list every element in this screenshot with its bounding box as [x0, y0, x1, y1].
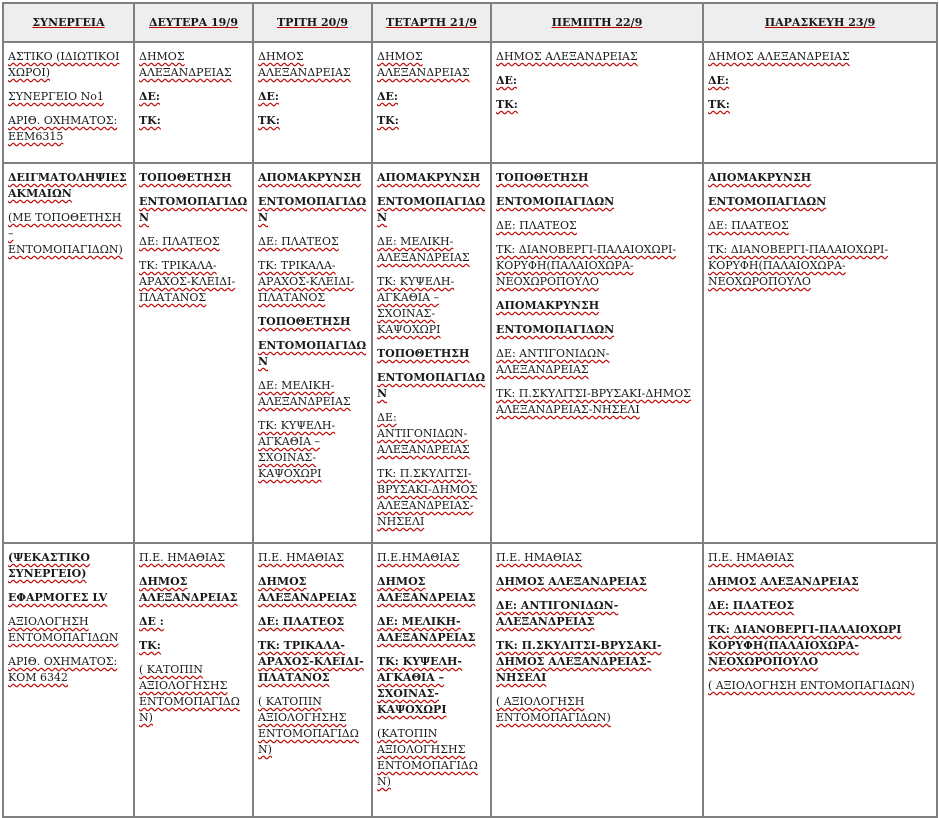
cell-line: ΔΕ:: [708, 74, 729, 87]
cell-line: ΔΗΜΟΣ ΑΛΕΞΑΝΔΡΕΙΑΣ: [377, 50, 470, 79]
cell-monday: [134, 163, 253, 543]
cell-line: ΤΚ: Π.ΣΚΥΛΙΤΣΙ-ΒΡΥΣΑΚΙ-ΔΗΜΟΣ ΑΛΕΞΑΝΔΡΕΙΑΣ-ΝΗΣΕΛΙ: [377, 467, 478, 528]
cell-line: ΔΕ: ΠΛΑΤΕΟΣ: [139, 235, 220, 248]
cell-line: ΕΝΤΟΜΟΠΑΓΙΔΩΝ: [496, 195, 615, 208]
cell-line: ΔΕ: ΠΛΑΤΕΟΣ: [708, 219, 789, 232]
table-row: [3, 163, 937, 543]
cell-thursday: [491, 42, 703, 163]
cell-monday: [134, 543, 253, 817]
cell-line: ΕΝΤΟΜΟΠΑΓΙΔΩΝ: [496, 323, 615, 336]
cell-line: ΤΚ: ΔΙΑΝΟΒΕΡΓΙ-ΠΑΛΑΙΟΧΩΡΙ- ΚΟΡΥΦΗ(ΠΑΛΑΙΟΧΩΡΑ-ΝΕΟΧΩΡΟΠΟΥΛΟ: [708, 243, 889, 288]
cell-friday: [703, 42, 937, 163]
cell-line: ΔΕ:: [496, 74, 517, 87]
cell-wednesday: [372, 42, 491, 163]
cell-line: ΕΝΤΟΜΟΠΑΓΙΔΩΝ: [258, 339, 367, 368]
cell-thursday: [491, 163, 703, 543]
cell-line: ΔΕΙΓΜΑΤΟΛΗΨΙΕΣ ΑΚΜΑΙΩΝ: [8, 171, 127, 200]
cell-line: ΤΚ:: [258, 114, 280, 127]
cell-line: ΤΚ: ΤΡΙΚΑΛΑ-ΑΡΑΧΟΣ-ΚΛΕΙΔΙ-ΠΛΑΤΑΝΟΣ: [258, 639, 364, 684]
cell-line: ΤΟΠΟΘΕΤΗΣΗ: [496, 171, 589, 184]
cell-line: ΔΕ: ΠΛΑΤΕΟΣ: [258, 615, 345, 628]
schedule-table: [2, 2, 938, 818]
cell-line: ΑΠΟΜΑΚΡΥΝΣΗ: [258, 171, 362, 184]
cell-line: ΔΕ:: [258, 90, 279, 103]
cell-line: ΤΚ:: [139, 639, 161, 652]
cell-line: (ΜΕ ΤΟΠΟΘΕΤΗΣΗ – ΕΝΤΟΜΟΠΑΓΙΔΩΝ): [8, 211, 123, 256]
cell-tuesday: [253, 163, 372, 543]
cell-line: ΔΗΜΟΣ ΑΛΕΞΑΝΔΡΕΙΑΣ: [377, 575, 476, 604]
cell-line: Π.Ε. ΗΜΑΘΙΑΣ: [708, 551, 794, 564]
cell-line: ΕΦΑΡΜΟΓΕΣ LV: [8, 591, 108, 604]
cell-line: Π.Ε. ΗΜΑΘΙΑΣ: [496, 551, 582, 564]
cell-line: ΤΚ: ΤΡΙΚΑΛΑ-ΑΡΑΧΟΣ-ΚΛΕΙΔΙ-ΠΛΑΤΑΝΟΣ: [258, 259, 355, 304]
cell-line: Π.Ε. ΗΜΑΘΙΑΣ: [258, 551, 344, 564]
cell-line: ΔΗΜΟΣ ΑΛΕΞΑΝΔΡΕΙΑΣ: [496, 575, 647, 588]
cell-line: ΤΚ: ΤΡΙΚΑΛΑ-ΑΡΑΧΟΣ-ΚΛΕΙΔΙ-ΠΛΑΤΑΝΟΣ: [139, 259, 236, 304]
header-friday: ΠΑΡΑΣΚΕΥΗ 23/9: [703, 3, 937, 42]
cell-line: ΤΚ: ΔΙΑΝΟΒΕΡΓΙ-ΠΑΛΑΙΟΧΩΡΙ- ΚΟΡΥΦΗ(ΠΑΛΑΙΟΧΩΡΑ-ΝΕΟΧΩΡΟΠΟΥΛΟ: [496, 243, 677, 288]
cell-line: ΔΕ: ΜΕΛΙΚΗ-ΑΛΕΞΑΝΔΡΕΙΑΣ: [258, 379, 351, 408]
cell-line: ( ΑΞΙΟΛΟΓΗΣΗ ΕΝΤΟΜΟΠΑΓΙΔΩΝ): [496, 695, 611, 724]
cell-line: ΤΚ: Π.ΣΚΥΛΙΤΣΙ-ΒΡΥΣΑΚΙ-ΔΗΜΟΣ ΑΛΕΞΑΝΔΡΕΙΑΣ-ΝΗΣΕΛΙ: [496, 387, 691, 416]
cell-line: ΔΕ :: [139, 615, 164, 628]
cell-line: ΕΝΤΟΜΟΠΑΓΙΔΩΝ: [258, 195, 367, 224]
cell-line: ΔΗΜΟΣ ΑΛΕΞΑΝΔΡΕΙΑΣ: [258, 50, 351, 79]
cell-line: ΕΝΤΟΜΟΠΑΓΙΔΩΝ: [139, 195, 248, 224]
cell-line: ΕΝΤΟΜΟΠΑΓΙΔΩΝ: [708, 195, 827, 208]
cell-line: ΤΟΠΟΘΕΤΗΣΗ: [139, 171, 232, 184]
cell-tuesday: [253, 42, 372, 163]
header-thursday: ΠΕΜΠΤΗ 22/9: [491, 3, 703, 42]
table-row: [3, 543, 937, 817]
cell-line: ( ΚΑΤΟΠΙΝ ΑΞΙΟΛΟΓΗΣΗΣ ΕΝΤΟΜΟΠΑΓΙΔΩΝ): [258, 695, 359, 756]
cell-line: ΔΗΜΟΣ ΑΛΕΞΑΝΔΡΕΙΑΣ: [496, 50, 638, 63]
cell-line: ΔΕ: ΑΝΤΙΓΟΝΙΔΩΝ-ΑΛΕΞΑΝΔΡΕΙΑΣ: [377, 411, 470, 456]
cell-line: ΔΕ:: [377, 90, 398, 103]
cell-line: ΔΕ: ΠΛΑΤΕΟΣ: [708, 599, 795, 612]
cell-line: ΑΠΟΜΑΚΡΥΝΣΗ: [708, 171, 812, 184]
cell-line: ΤΚ: ΔΙΑΝΟΒΕΡΓΙ-ΠΑΛΑΙΟΧΩΡΙ ΚΟΡΥΦΗ(ΠΑΛΑΙΟΧΩΡΑ-ΝΕΟΧΩΡΟΠΟΥΛΟ: [708, 623, 902, 668]
cell-tuesday: [253, 543, 372, 817]
cell-line: (ΨΕΚΑΣΤΙΚΟ ΣΥΝΕΡΓΕΙΟ): [8, 551, 90, 580]
cell-teams: [3, 543, 134, 817]
cell-line: ΑΣΤΙΚΟ (ΙΔΙΩΤΙΚΟΙ ΧΩΡΟΙ): [8, 50, 120, 79]
cell-friday: [703, 543, 937, 817]
cell-line: ΤΚ:: [377, 114, 399, 127]
cell-line: ΑΠΟΜΑΚΡΥΝΣΗ: [377, 171, 481, 184]
cell-thursday: [491, 543, 703, 817]
cell-line: ΔΗΜΟΣ ΑΛΕΞΑΝΔΡΕΙΑΣ: [708, 50, 850, 63]
cell-line: ΣΥΝΕΡΓΕΙΟ Νο1: [8, 90, 104, 103]
cell-line: ΔΕ: ΜΕΛΙΚΗ-ΑΛΕΞΑΝΔΡΕΙΑΣ: [377, 615, 476, 644]
cell-line: ΤΟΠΟΘΕΤΗΣΗ: [258, 315, 351, 328]
cell-line: Π.Ε. ΗΜΑΘΙΑΣ: [139, 551, 225, 564]
cell-wednesday: [372, 543, 491, 817]
cell-line: ΔΗΜΟΣ ΑΛΕΞΑΝΔΡΕΙΑΣ: [139, 50, 232, 79]
cell-line: ΕΝΤΟΜΟΠΑΓΙΔΩΝ: [377, 195, 486, 224]
header-row: [3, 3, 937, 42]
cell-wednesday: [372, 163, 491, 543]
cell-line: ΕΝΤΟΜΟΠΑΓΙΔΩΝ: [377, 371, 486, 400]
cell-line: ΔΗΜΟΣ ΑΛΕΞΑΝΔΡΕΙΑΣ: [258, 575, 357, 604]
cell-friday: [703, 163, 937, 543]
cell-line: ΔΕ: ΠΛΑΤΕΟΣ: [496, 219, 577, 232]
cell-line: ΑΠΟΜΑΚΡΥΝΣΗ: [496, 299, 600, 312]
header-wednesday: ΤΕΤΑΡΤΗ 21/9: [372, 3, 491, 42]
cell-line: ΤΚ:: [496, 98, 518, 111]
cell-teams: [3, 163, 134, 543]
cell-line: ΤΚ: ΚΥΨΕΛΗ-ΑΓΚΑΘΙΑ – ΣΧΟΙΝΑΣ-ΚΑΨΟΧΩΡΙ: [377, 655, 462, 716]
cell-line: ΔΗΜΟΣ ΑΛΕΞΑΝΔΡΕΙΑΣ: [708, 575, 859, 588]
table-row: [3, 42, 937, 163]
cell-line: ΤΚ: ΚΥΨΕΛΗ-ΑΓΚΑΘΙΑ – ΣΧΟΙΝΑΣ-ΚΑΨΟΧΩΡΙ: [377, 275, 455, 336]
cell-monday: [134, 42, 253, 163]
cell-line: ΔΕ: ΑΝΤΙΓΟΝΙΔΩΝ-ΑΛΕΞΑΝΔΡΕΙΑΣ: [496, 599, 619, 628]
cell-line: ΔΕ: ΑΝΤΙΓΟΝΙΔΩΝ-ΑΛΕΞΑΝΔΡΕΙΑΣ: [496, 347, 610, 376]
cell-line: ( ΚΑΤΟΠΙΝ ΑΞΙΟΛΟΓΗΣΗΣ ΕΝΤΟΜΟΠΑΓΙΔΩΝ): [139, 663, 240, 724]
cell-line: ΔΗΜΟΣ ΑΛΕΞΑΝΔΡΕΙΑΣ: [139, 575, 238, 604]
header-tuesday: ΤΡΙΤΗ 20/9: [253, 3, 372, 42]
cell-line: ΑΞΙΟΛΟΓΗΣΗ ΕΝΤΟΜΟΠΑΓΙΔΩΝ: [8, 615, 119, 644]
cell-line: ( ΑΞΙΟΛΟΓΗΣΗ ΕΝΤΟΜΟΠΑΓΙΔΩΝ): [708, 679, 915, 692]
header-monday: ΔΕΥΤΕΡΑ 19/9: [134, 3, 253, 42]
cell-line: ΤΟΠΟΘΕΤΗΣΗ: [377, 347, 470, 360]
cell-teams: [3, 42, 134, 163]
cell-line: (ΚΑΤΟΠΙΝ ΑΞΙΟΛΟΓΗΣΗΣ ΕΝΤΟΜΟΠΑΓΙΔΩΝ): [377, 727, 478, 788]
cell-line: ΔΕ: ΠΛΑΤΕΟΣ: [258, 235, 339, 248]
cell-line: ΤΚ:: [708, 98, 730, 111]
cell-line: ΤΚ: Π.ΣΚΥΛΙΤΣΙ-ΒΡΥΣΑΚΙ-ΔΗΜΟΣ ΑΛΕΞΑΝΔΡΕΙΑΣ-ΝΗΣΕΛΙ: [496, 639, 662, 684]
cell-line: ΑΡΙΘ. ΟΧΗΜΑΤΟΣ: ΚΟΜ 6342: [8, 655, 118, 684]
cell-line: ΤΚ: ΚΥΨΕΛΗ-ΑΓΚΑΘΙΑ – ΣΧΟΙΝΑΣ-ΚΑΨΟΧΩΡΙ: [258, 419, 336, 480]
header-teams: ΣΥΝΕΡΓΕΙΑ: [3, 3, 134, 42]
cell-line: Π.Ε.ΗΜΑΘΙΑΣ: [377, 551, 460, 564]
cell-line: ΔΕ: ΜΕΛΙΚΗ-ΑΛΕΞΑΝΔΡΕΙΑΣ: [377, 235, 470, 264]
cell-line: ΔΕ:: [139, 90, 160, 103]
cell-line: ΑΡΙΘ. ΟΧΗΜΑΤΟΣ: ΕΕΜ6315: [8, 114, 118, 143]
cell-line: ΤΚ:: [139, 114, 161, 127]
